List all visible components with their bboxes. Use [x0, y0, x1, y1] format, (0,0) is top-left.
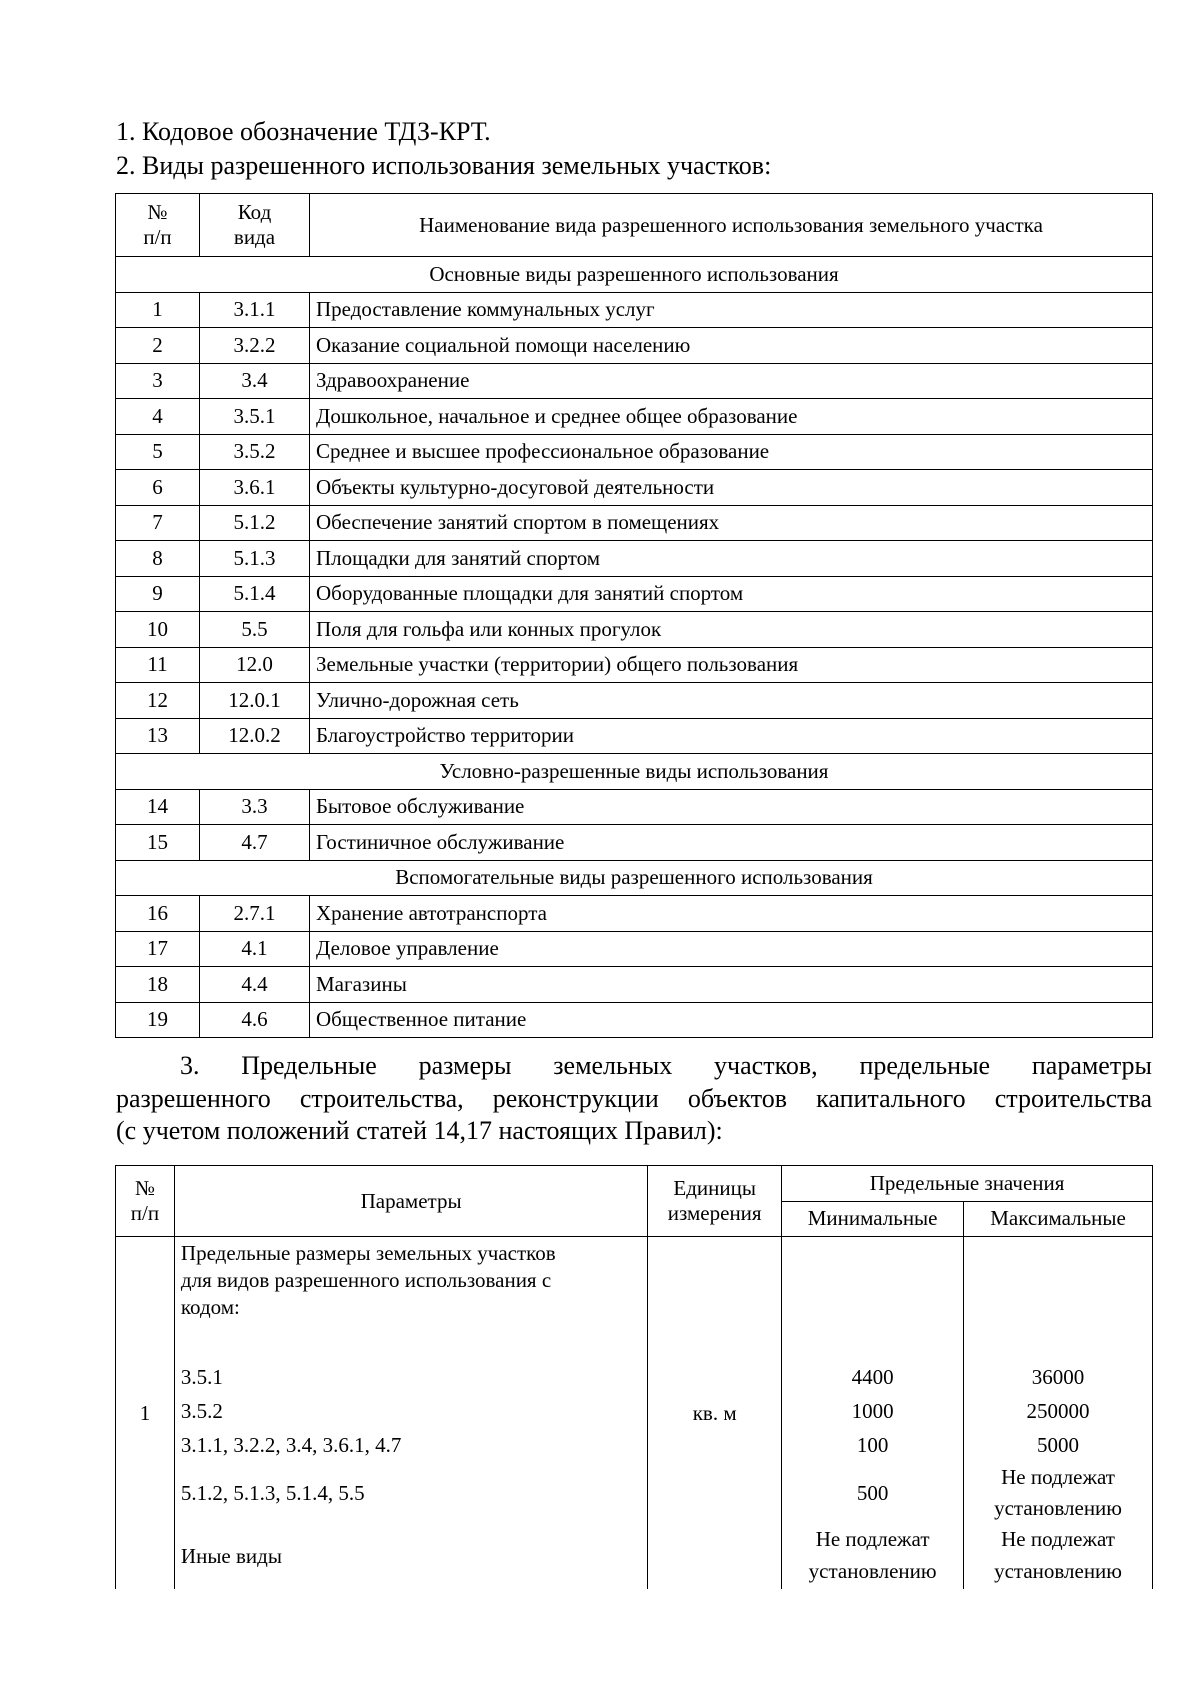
paragraph-limit-sizes: 3. Предельные размеры земельных участков, предельные параметры разрешенного строительства, реконструкции объектов капитального строительства (с учетом положений статей 14,17 настоящих Правил): [116, 1051, 1152, 1145]
table-row: 16 2.7.1 Хранение автотранспорта [116, 896, 1153, 932]
table-row: 14 3.3 Бытовое обслуживание [116, 789, 1153, 825]
table-row: 13 12.0.2 Благоустройство территории [116, 718, 1153, 754]
table-row: 18 4.4 Магазины [116, 967, 1153, 1003]
table-row: 4 3.5.1 Дошкольное, начальное и среднее общее образование [116, 399, 1153, 435]
table-row: 1 3.1.1 Предоставление коммунальных услуг [116, 292, 1153, 328]
permitted-uses-table [115, 193, 1153, 1038]
t2-header-num: № п/п [116, 1166, 175, 1237]
table-row: 3 3.4 Здравоохранение [116, 363, 1153, 399]
t2-row-num: 1 [116, 1237, 175, 1590]
table-row: 7 5.1.2 Обеспечение занятий спортом в помещениях [116, 505, 1153, 541]
table-row: 11 12.0 Земельные участки (территории) общего пользования [116, 647, 1153, 683]
header-num: № п/п [116, 194, 200, 257]
t2-header-params: Параметры [174, 1166, 647, 1237]
table-row [116, 1237, 1153, 1590]
header-code: Код вида [200, 194, 310, 257]
table-row: 10 5.5 Поля для гольфа или конных прогулок [116, 612, 1153, 648]
section-row: Условно-разрешенные виды использования [116, 754, 1153, 790]
t2-header-max: Максимальные [964, 1201, 1153, 1237]
limit-parameters-table [115, 1165, 1153, 1589]
t2-row-max: 36000 250000 5000 Не подлежат установлению Не подлежат установлению [964, 1237, 1153, 1590]
table-row: 8 5.1.3 Площадки для занятий спортом [116, 541, 1153, 577]
table-row: 6 3.6.1 Объекты культурно-досуговой деятельности [116, 470, 1153, 506]
t2-row-params: Предельные размеры земельных участков для видов разрешенного использования с кодом: 3.5.1 3.5.2 3.1.1, 3.2.2, 3.4, 3.6.1, 4.7 5.1.2, 5.1.3, 5.1.4, 5.5 Иные виды [174, 1237, 647, 1590]
table-row: 19 4.6 Общественное питание [116, 1002, 1153, 1038]
table2-header-row-1 [116, 1166, 1153, 1202]
section-row: Основные виды разрешенного использования [116, 257, 1153, 293]
table-row: 5 3.5.2 Среднее и высшее профессиональное образование [116, 434, 1153, 470]
table-row: 17 4.1 Деловое управление [116, 931, 1153, 967]
section-row: Вспомогательные виды разрешенного использования [116, 860, 1153, 896]
table-row: 2 3.2.2 Оказание социальной помощи населению [116, 328, 1153, 364]
t2-header-units: Единицы измерения [648, 1166, 782, 1237]
header-name: Наименование вида разрешенного использования земельного участка [310, 194, 1153, 257]
table-header-row [116, 194, 1153, 257]
table-row: 12 12.0.1 Улично-дорожная сеть [116, 683, 1153, 719]
t2-header-min: Минимальные [782, 1201, 964, 1237]
heading-code-designation: 1. Кодовое обозначение ТДЗ-КРТ. [116, 117, 491, 146]
t2-header-limits: Предельные значения [782, 1166, 1153, 1202]
t2-row-min: 4400 1000 100 500 Не подлежат установлению [782, 1237, 964, 1590]
t2-row-units: кв. м [648, 1237, 782, 1590]
table-row: 9 5.1.4 Оборудованные площадки для занятий спортом [116, 576, 1153, 612]
heading-permitted-uses: 2. Виды разрешенного использования земельных участков: [116, 151, 772, 180]
table-row: 15 4.7 Гостиничное обслуживание [116, 825, 1153, 861]
